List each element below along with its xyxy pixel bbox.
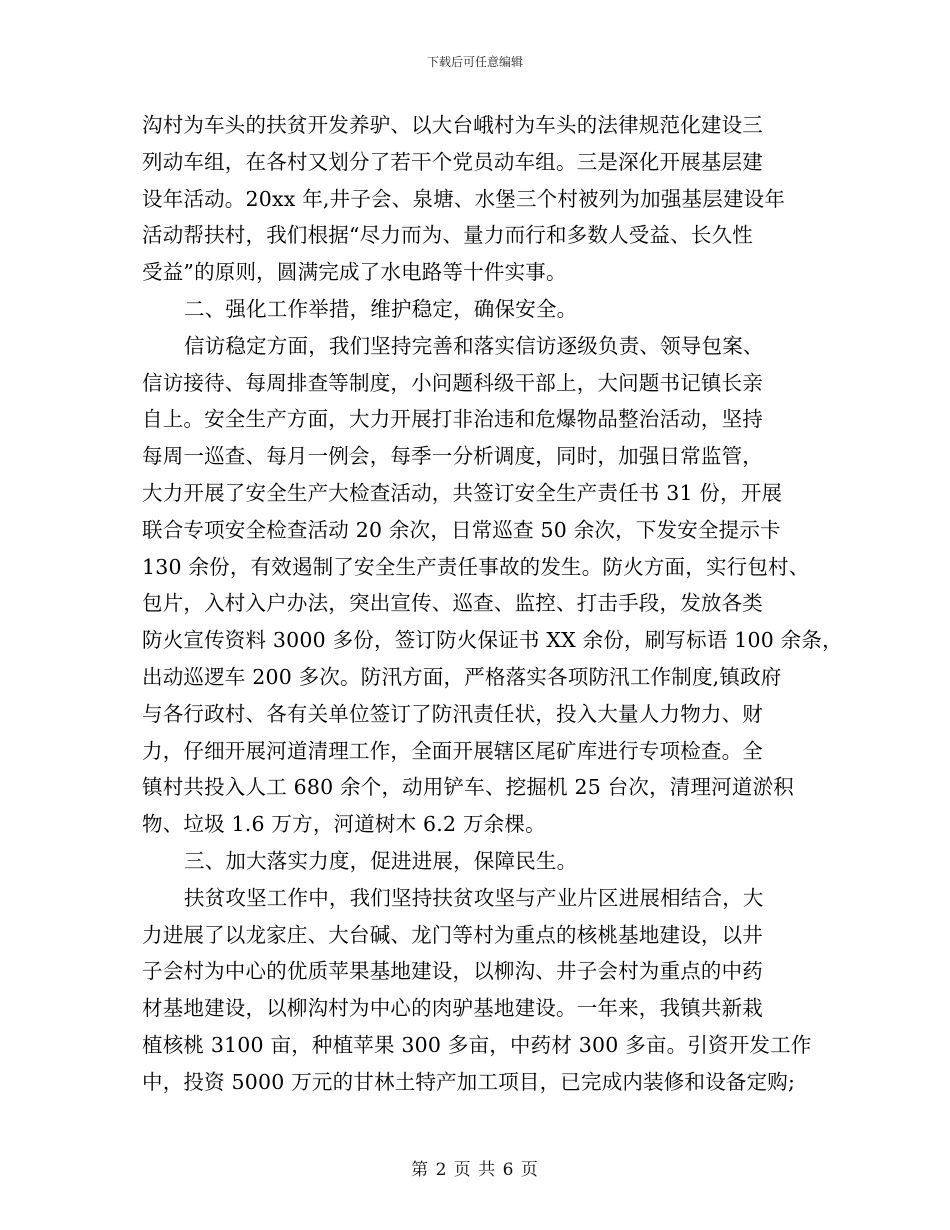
body-line: 沟村为车头的扶贫开发养驴、以大台峨村为车头的法律规范化建设三 bbox=[142, 113, 763, 137]
body-line: 中，投资 5000 万元的甘林土特产加工项目，已完成内装修和设备定购; bbox=[142, 1069, 796, 1094]
body-line: 大力开展了安全生产大检查活动，共签订安全生产责任书 31 份，开展 bbox=[142, 480, 783, 505]
body-line: 出动巡逻车 200 多次。防汛方面，严格落实各项防汛工作制度,镇政府 bbox=[142, 664, 782, 689]
body-line: 材基地建设，以柳沟村为中心的肉驴基地建设。一年来，我镇共新栽 bbox=[142, 996, 763, 1021]
paragraph-first-line: 扶贫攻坚工作中，我们坚持扶贫攻坚与产业片区进展相结合，大 bbox=[184, 885, 764, 910]
body-line: 自上。安全生产方面，大力开展打非治违和危爆物品整治活动，坚持 bbox=[142, 407, 763, 432]
body-line: 每周一巡查、每月一例会，每季一分析调度，同时，加强日常监管， bbox=[142, 444, 763, 469]
body-line: 列动车组，在各村又划分了若干个党员动车组。三是深化开展基层建 bbox=[142, 149, 763, 174]
paragraph-first-line: 信访稳定方面，我们坚持完善和落实信访逐级负责、领导包案、 bbox=[184, 333, 764, 358]
body-line: 包片，入村入户办法，突出宣传、巡查、监控、打击手段，发放各类 bbox=[142, 591, 763, 616]
section-heading: 三、加大落实力度，促进进展，保障民生。 bbox=[184, 848, 578, 873]
body-line: 活动帮扶村，我们根据“尽力而为、量力而行和多数人受益、长久性 bbox=[142, 223, 753, 248]
body-line: 受益”的原则，圆满完成了水电路等十件实事。 bbox=[142, 260, 567, 285]
body-line: 联合专项安全检查活动 20 余次，日常巡查 50 余次，下发安全提示卡 bbox=[142, 517, 781, 542]
body-line: 镇村共投入人工 680 余个，动用铲车、挖掘机 25 台次，清理河道淤积 bbox=[142, 775, 794, 800]
body-line: 防火宣传资料 3000 多份，签订防火保证书 XX 余份，刷写标语 100 余条， bbox=[142, 628, 843, 653]
body-line: 130 余份，有效遏制了安全生产责任事故的发生。防火方面，实行包村、 bbox=[142, 554, 810, 579]
body-line: 植核桃 3100 亩，种植苹果 300 多亩，中药材 300 多亩。引资开发工作 bbox=[142, 1032, 812, 1057]
body-line: 力进展了以龙家庄、大台碱、龙门等村为重点的核桃基地建设，以井 bbox=[142, 922, 763, 947]
body-line: 力，仔细开展河道清理工作，全面开展辖区尾矿库进行专项检查。全 bbox=[142, 738, 763, 763]
page-header: 下载后可任意编辑 bbox=[426, 55, 523, 69]
body-line: 子会村为中心的优质苹果基地建设，以柳沟、井子会村为重点的中药 bbox=[142, 959, 763, 984]
document-body bbox=[142, 107, 843, 1101]
body-line: 物、垃圾 1.6 万方，河道树木 6.2 万余棵。 bbox=[142, 812, 546, 837]
body-line: 与各行政村、各有关单位签订了防汛责任状，投入大量人力物力、财 bbox=[142, 701, 763, 726]
page-footer: 第 2 页 共 6 页 bbox=[411, 1160, 539, 1180]
body-line: 设年活动。20xx 年,井子会、泉塘、水堡三个村被列为加强基层建设年 bbox=[142, 186, 786, 211]
body-line: 信访接待、每周排查等制度，小问题科级干部上，大问题书记镇长亲 bbox=[142, 370, 763, 395]
section-heading: 二、强化工作举措，维护稳定，确保安全。 bbox=[184, 296, 578, 321]
